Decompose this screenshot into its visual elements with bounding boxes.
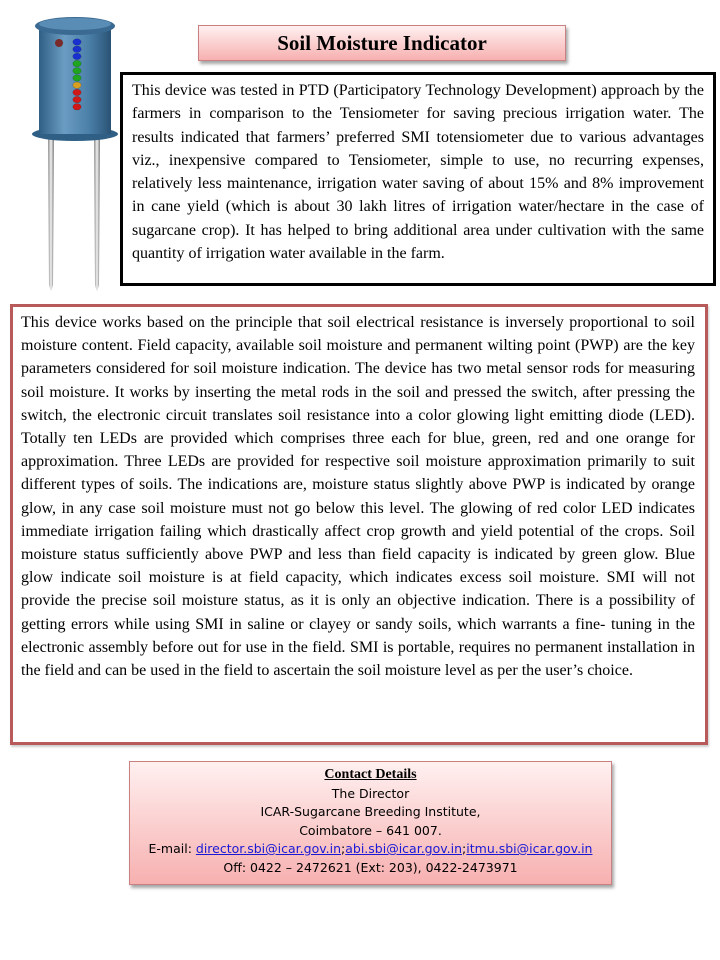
email-separator: ; <box>341 841 346 856</box>
email-separator: ; <box>462 841 467 856</box>
contact-emails <box>130 840 611 859</box>
email-link-abi[interactable]: abi.sbi@icar.gov.in <box>345 841 463 856</box>
soil-moisture-indicator-device-image <box>30 10 130 295</box>
contact-title: The Director <box>331 785 410 801</box>
contact-address: Coimbatore – 641 007. <box>299 822 442 838</box>
contact-phone: Off: 0422 – 2472621 (Ext: 203), 0422-2473971 <box>223 859 518 875</box>
led-indicator <box>73 53 81 59</box>
email-link-itmu[interactable]: itmu.sbi@icar.gov.in <box>466 841 593 856</box>
contact-details-box <box>129 761 612 885</box>
led-indicator <box>73 75 81 81</box>
contact-institute: ICAR-Sugarcane Breeding Institute, <box>260 804 481 819</box>
ptd-testing-paragraph: This device was tested in PTD (Participatory Technology Development) approach by the farmers in comparison to the Tensiometer for saving precious irrigation water. The results indicated that farmers’ preferred SMI totensiometer due to various advantages viz., inexpensive compared to Tensiometer, simple to use, no recurring expenses, relatively less maintenance, irrigation water saving of about 15% and 8% improvement in cane yield (which is about 30 lakh litres of irrigation water/hectare in the case of sugarcane crop). It has helped to bring additional area under cultivation with the same quantity of irrigation water available in the farm. <box>120 72 716 286</box>
led-indicator <box>73 96 81 102</box>
led-indicator <box>73 104 81 110</box>
email-label: E-mail: <box>148 841 196 856</box>
sensor-rods <box>48 135 100 292</box>
led-indicator <box>73 82 81 88</box>
led-indicator <box>73 46 81 52</box>
email-link-director[interactable]: director.sbi@icar.gov.in <box>195 841 342 856</box>
led-indicator <box>73 60 81 66</box>
contact-heading: Contact Details <box>324 767 417 782</box>
working-principle-paragraph: This device works based on the principle that soil electrical resistance is inversely proportional to soil moisture content. Field capacity, available soil moisture and permanent wilting point (PWP) are the key parameters considered for soil moisture indication. The device has two metal sensor rods for measuring soil moisture. It works by inserting the metal rods in the soil and pressed the switch, after pressing the switch, the electronic circuit translates soil resistance into a color glowing light emitting diode (LED). Totally ten LEDs are provided which comprises three each for blue, green, red and one orange for approximation. Three LEDs are provided for respective soil moisture approximation primarily to suit different types of soils. The indications are, moisture status slightly above PWP is indicated by orange glow, in any case soil moisture must not go below this level. The glowing of red color LED indicates immediate irrigation failing which drastically affect crop growth and yield potential of the crops. Soil moisture status sufficiently above PWP and less than field capacity is indicated by green glow. Blue glow indicate soil moisture is at field capacity, which indicates excess soil moisture. SMI will not provide the precise soil moisture status, as it is only an objective indication. There is a possibility of getting errors while using SMI in saline or clayey or sandy soils, which warrants a fine- tuning in the electronic assembly before out for use in the field. SMI is portable, requires no permanent installation in the field and can be used in the field to ascertain the soil moisture level as per the user’s choice. <box>10 304 708 745</box>
led-indicator <box>73 39 81 45</box>
led-indicator <box>73 89 81 95</box>
page-title: Soil Moisture Indicator <box>277 31 487 55</box>
switch-button[interactable] <box>55 39 63 47</box>
title-banner <box>198 25 566 61</box>
led-indicator <box>73 68 81 74</box>
